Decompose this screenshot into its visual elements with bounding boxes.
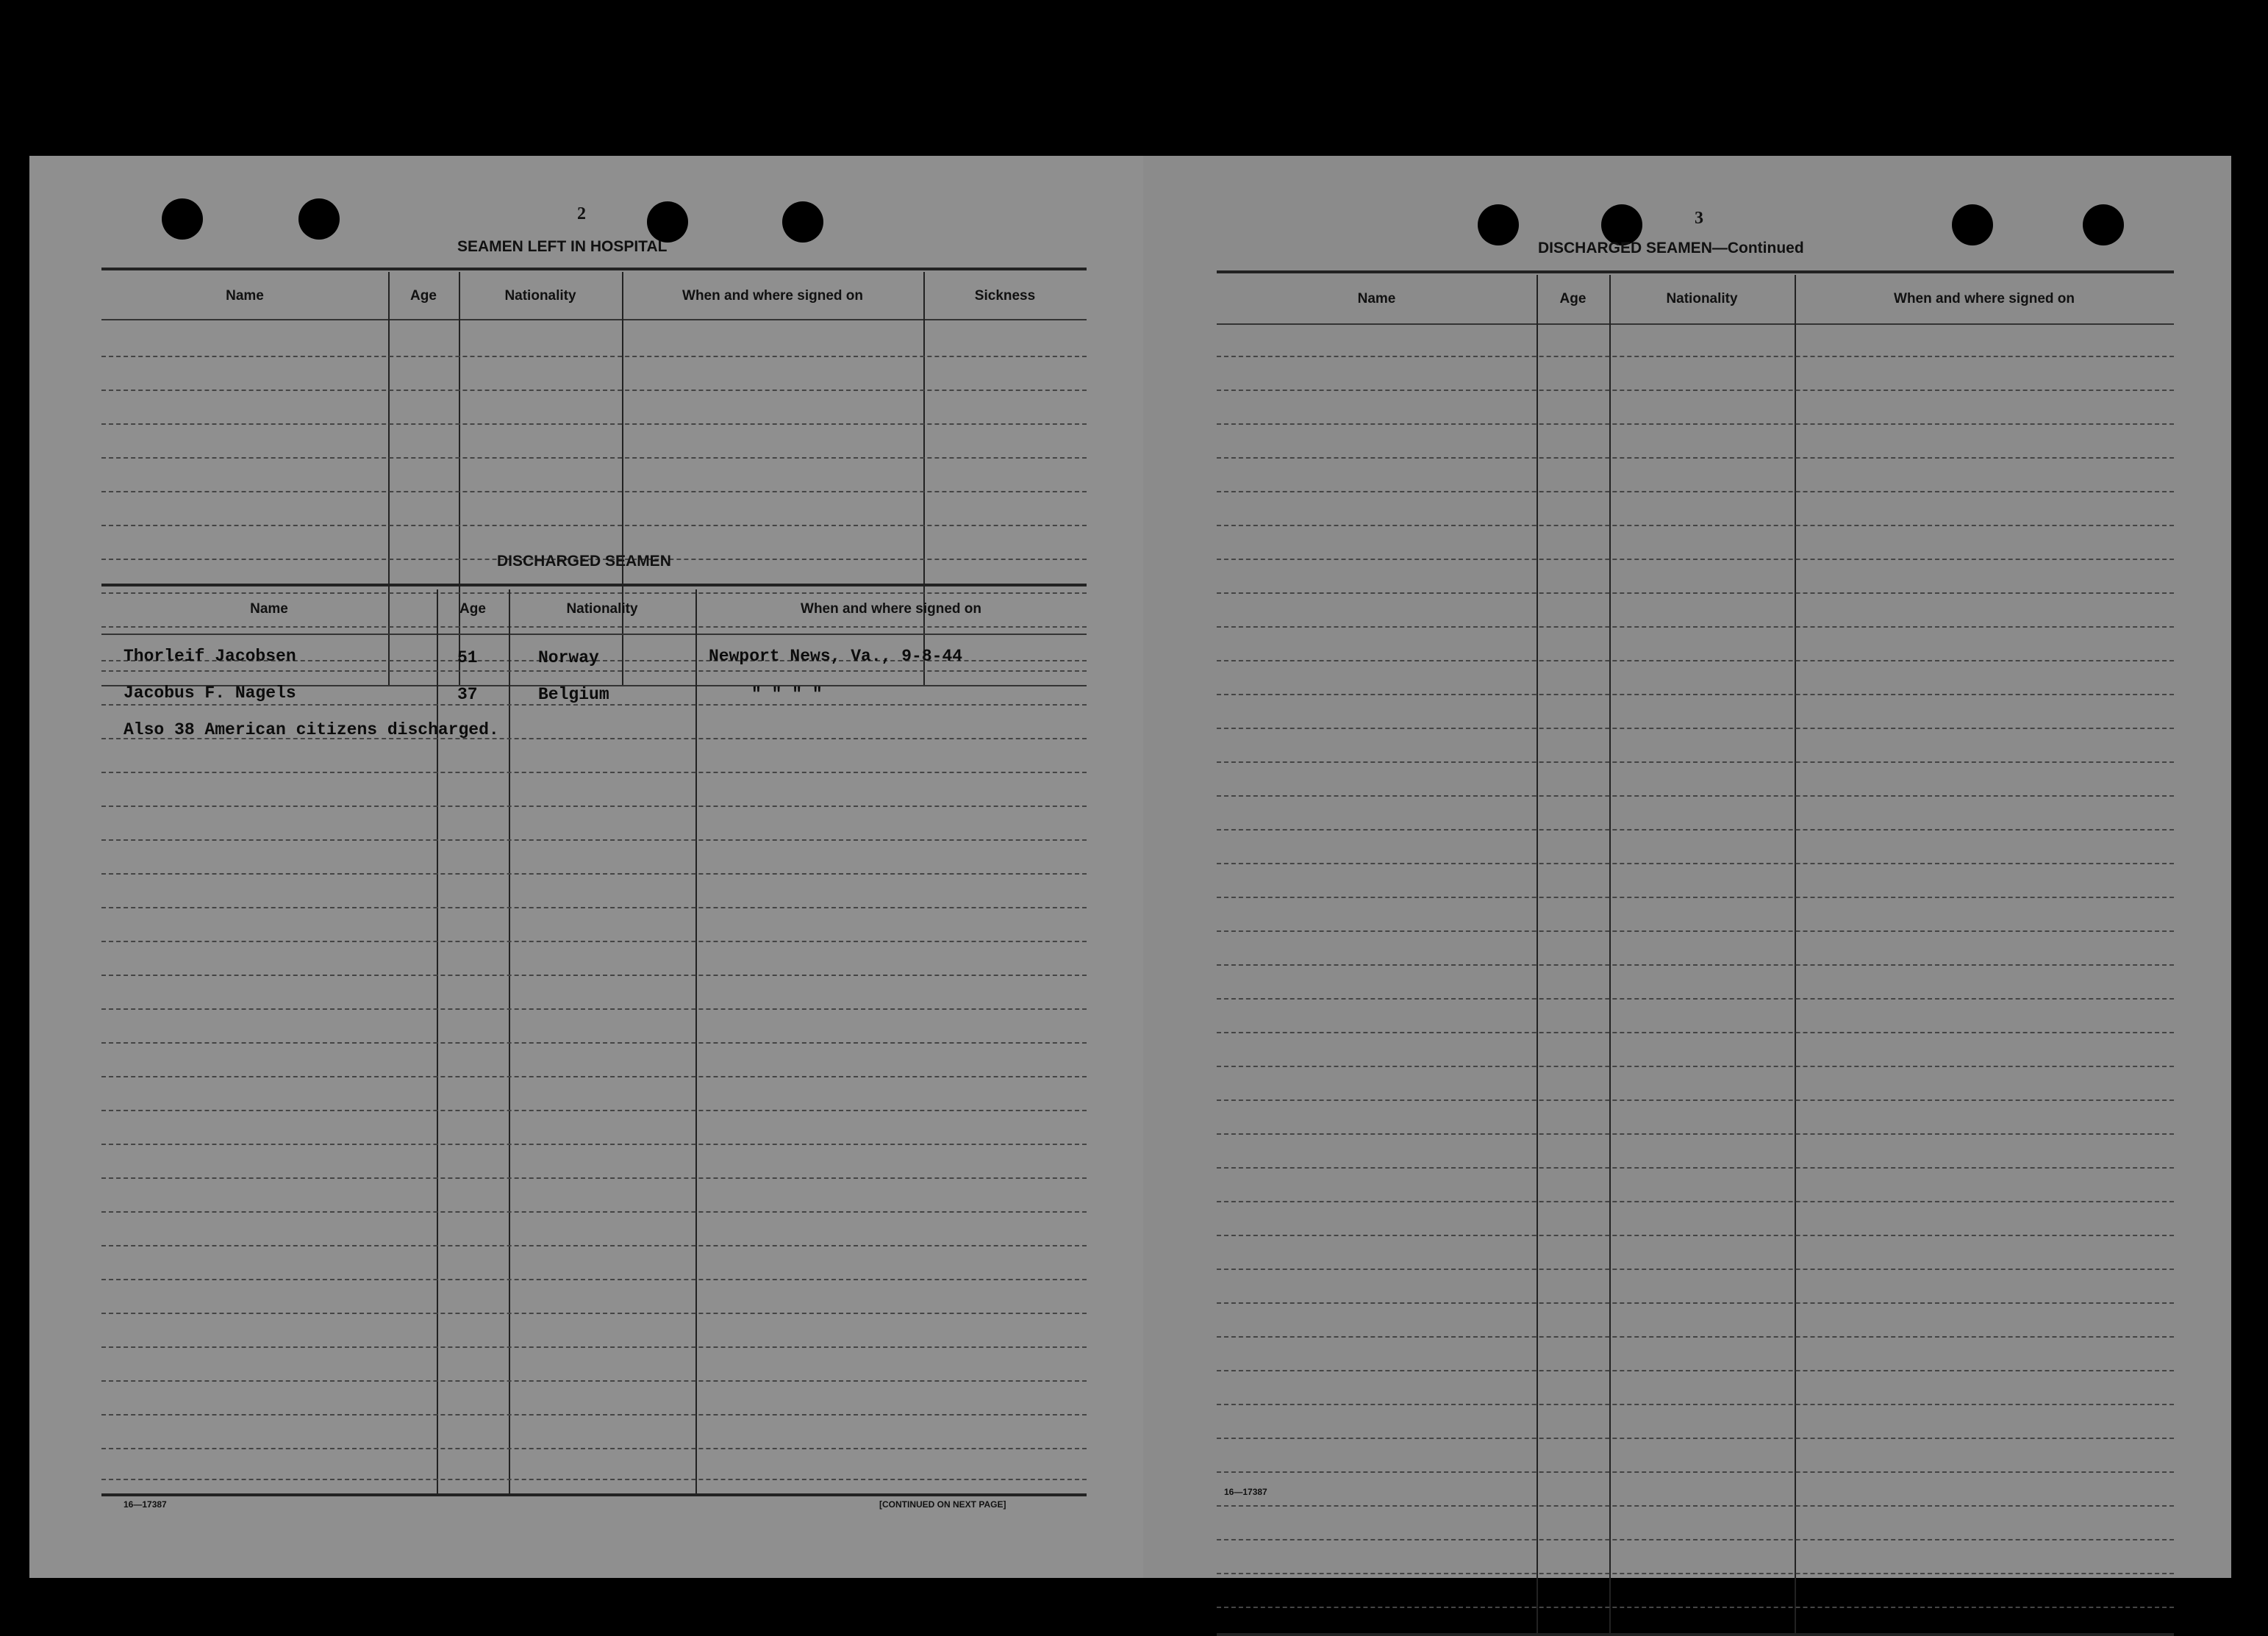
right-row-rule bbox=[1217, 1201, 2174, 1202]
punch-hole bbox=[298, 198, 340, 240]
discharged-col-name: Name bbox=[250, 601, 288, 617]
right-row-rule bbox=[1217, 356, 2174, 357]
seaman-age: 51 bbox=[457, 648, 478, 667]
right-row-rule bbox=[1217, 1032, 2174, 1033]
right-row-rule bbox=[1217, 390, 2174, 391]
punch-hole bbox=[782, 201, 823, 243]
punch-hole bbox=[647, 201, 688, 243]
seaman-nationality: Belgium bbox=[538, 685, 609, 704]
discharged-col-signed-on: When and where signed on bbox=[801, 601, 981, 617]
discharge-note: Also 38 American citizens discharged. bbox=[124, 720, 499, 739]
right-row-rule bbox=[1217, 1370, 2174, 1371]
right-row-rule bbox=[1217, 559, 2174, 560]
page-number: 2 bbox=[577, 204, 586, 223]
continued-title: DISCHARGED SEAMEN—Continued bbox=[1538, 240, 1804, 256]
hospital-row-rule bbox=[101, 491, 1087, 492]
discharged-row-rule bbox=[101, 1414, 1087, 1416]
right-row-rule bbox=[1217, 660, 2174, 661]
right-row-rule bbox=[1217, 897, 2174, 898]
right-row-rule bbox=[1217, 1607, 2174, 1608]
discharged-row-rule bbox=[101, 1144, 1087, 1145]
right-row-rule bbox=[1217, 930, 2174, 932]
seaman-nationality: Norway bbox=[538, 648, 599, 667]
hospital-col-nationality: Nationality bbox=[504, 288, 576, 304]
discharged-col-age: Age bbox=[459, 601, 486, 617]
discharged-row-rule bbox=[101, 772, 1087, 773]
right-col-divider bbox=[1609, 275, 1611, 1635]
discharged-row-rule bbox=[101, 1346, 1087, 1348]
right-col-signed-on: When and where signed on bbox=[1894, 291, 2075, 306]
seaman-name: Jacobus F. Nagels bbox=[124, 684, 296, 703]
hospital-row-rule bbox=[101, 525, 1087, 526]
hospital-col-divider bbox=[459, 272, 460, 685]
hospital-row-rule bbox=[101, 390, 1087, 391]
page-number: 3 bbox=[1695, 209, 1703, 228]
right-row-rule bbox=[1217, 1539, 2174, 1540]
seaman-signed-on: " " " " bbox=[751, 685, 823, 704]
continued-note: [CONTINUED ON NEXT PAGE] bbox=[879, 1499, 1006, 1510]
right-row-rule bbox=[1217, 863, 2174, 864]
discharged-row-rule bbox=[101, 806, 1087, 807]
right-row-rule bbox=[1217, 1066, 2174, 1067]
discharged-col-nationality: Nationality bbox=[566, 601, 638, 617]
right-row-rule bbox=[1217, 998, 2174, 1000]
hospital-col-divider bbox=[622, 272, 623, 685]
right-col-age: Age bbox=[1559, 291, 1586, 306]
discharged-row-rule bbox=[101, 1211, 1087, 1213]
right-table-bottom-border bbox=[1217, 1633, 2174, 1636]
discharged-row-rule bbox=[101, 1380, 1087, 1382]
discharged-row-rule bbox=[101, 1279, 1087, 1280]
hospital-col-signed-on: When and where signed on bbox=[682, 288, 863, 304]
right-row-rule bbox=[1217, 761, 2174, 763]
right-col-divider bbox=[1795, 275, 1796, 1635]
discharged-row-rule bbox=[101, 975, 1087, 976]
discharged-bottom-border bbox=[101, 1493, 1087, 1496]
right-row-rule bbox=[1217, 1133, 2174, 1135]
discharged-row-rule bbox=[101, 1177, 1087, 1179]
right-row-rule bbox=[1217, 1302, 2174, 1304]
right-row-rule bbox=[1217, 795, 2174, 797]
form-number: 16—17387 bbox=[1224, 1487, 1267, 1497]
discharged-row-rule bbox=[101, 907, 1087, 908]
hospital-header-line bbox=[101, 319, 1087, 320]
discharged-row-rule bbox=[101, 873, 1087, 875]
right-row-rule bbox=[1217, 626, 2174, 628]
right-row-rule bbox=[1217, 525, 2174, 526]
hospital-row-rule bbox=[101, 592, 1087, 594]
right-header-line bbox=[1217, 323, 2174, 325]
hospital-col-sickness: Sickness bbox=[974, 288, 1036, 304]
discharged-row-rule bbox=[101, 1448, 1087, 1449]
discharged-row-rule bbox=[101, 1313, 1087, 1314]
right-row-rule bbox=[1217, 1269, 2174, 1270]
discharged-title: DISCHARGED SEAMEN bbox=[497, 553, 671, 570]
form-number: 16—17387 bbox=[124, 1499, 167, 1510]
right-row-rule bbox=[1217, 694, 2174, 695]
hospital-row-rule bbox=[101, 457, 1087, 459]
right-row-rule bbox=[1217, 1336, 2174, 1338]
right-col-divider bbox=[1537, 275, 1538, 1635]
discharged-row-rule bbox=[101, 1245, 1087, 1246]
right-row-rule bbox=[1217, 1099, 2174, 1101]
discharged-row-rule bbox=[101, 1042, 1087, 1044]
hospital-col-age: Age bbox=[410, 288, 437, 304]
right-row-rule bbox=[1217, 457, 2174, 459]
discharged-header-line bbox=[101, 634, 1087, 635]
discharged-row-rule bbox=[101, 1008, 1087, 1010]
hospital-top-border bbox=[101, 268, 1087, 270]
discharged-row-rule bbox=[101, 704, 1087, 706]
punch-hole bbox=[162, 198, 203, 240]
hospital-row-rule bbox=[101, 626, 1087, 628]
right-row-rule bbox=[1217, 1573, 2174, 1574]
discharged-row-rule bbox=[101, 1479, 1087, 1480]
seaman-age: 37 bbox=[457, 685, 478, 704]
right-row-rule bbox=[1217, 964, 2174, 966]
discharged-row-rule bbox=[101, 1110, 1087, 1111]
right-row-rule bbox=[1217, 1505, 2174, 1507]
right-page bbox=[1143, 156, 2231, 1578]
right-col-nationality: Nationality bbox=[1666, 291, 1738, 306]
right-col-name: Name bbox=[1357, 291, 1396, 306]
right-row-rule bbox=[1217, 491, 2174, 492]
discharged-row-rule bbox=[101, 1076, 1087, 1077]
seaman-signed-on: Newport News, Va., 9-8-44 bbox=[709, 647, 963, 666]
discharged-row-rule bbox=[101, 670, 1087, 672]
discharged-row-rule bbox=[101, 839, 1087, 841]
right-row-rule bbox=[1217, 1404, 2174, 1405]
punch-hole bbox=[1952, 204, 1993, 245]
right-row-rule bbox=[1217, 592, 2174, 594]
hospital-title: SEAMEN LEFT IN HOSPITAL bbox=[457, 238, 668, 255]
right-row-rule bbox=[1217, 1167, 2174, 1169]
discharged-row-rule bbox=[101, 941, 1087, 942]
right-row-rule bbox=[1217, 1471, 2174, 1473]
punch-hole bbox=[2083, 204, 2124, 245]
left-page bbox=[29, 156, 1143, 1578]
right-row-rule bbox=[1217, 423, 2174, 425]
discharged-top-border bbox=[101, 584, 1087, 586]
hospital-col-name: Name bbox=[226, 288, 264, 304]
hospital-col-divider bbox=[388, 272, 390, 685]
right-row-rule bbox=[1217, 728, 2174, 729]
right-row-rule bbox=[1217, 1438, 2174, 1439]
punch-hole bbox=[1478, 204, 1519, 245]
seaman-name: Thorleif Jacobsen bbox=[124, 647, 296, 666]
right-row-rule bbox=[1217, 1235, 2174, 1236]
discharged-row-rule bbox=[101, 738, 1087, 739]
hospital-row-rule bbox=[101, 423, 1087, 425]
right-table-top-border bbox=[1217, 270, 2174, 273]
right-row-rule bbox=[1217, 829, 2174, 830]
hospital-col-divider bbox=[923, 272, 925, 685]
hospital-row-rule bbox=[101, 356, 1087, 357]
